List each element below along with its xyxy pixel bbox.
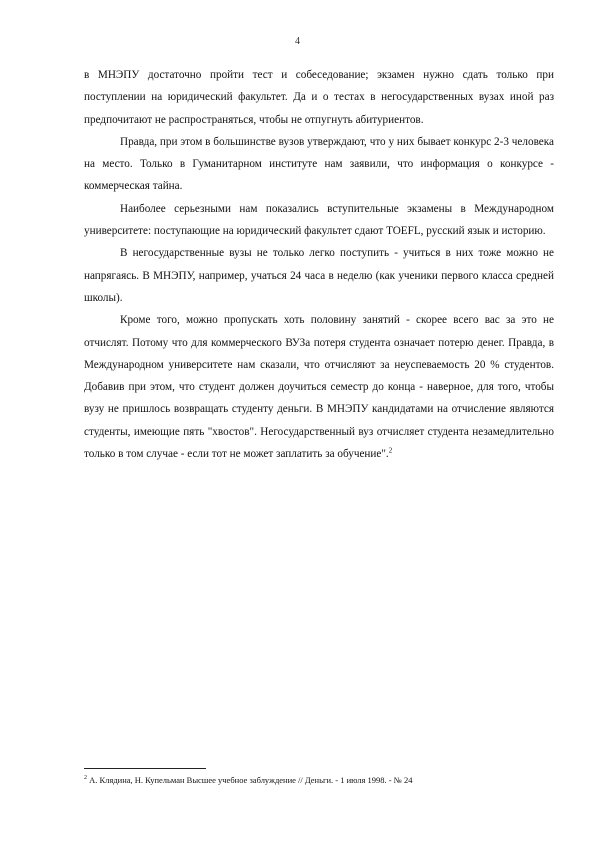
footnote	[84, 775, 554, 786]
footnote-reference[interactable]: 2	[388, 446, 393, 455]
paragraph-5-text: Кроме того, можно пропускать хоть половину занятий - скорее всего вас за это не отчислят. Потому что для коммерческого ВУЗа потеря студента означает потерю денег. Правда, в Международном университете нам сказали, что отчисляют за неуспеваемость 20 % студентов. Добавив при этом, что студент должен доучиться семестр до конца - наверное, для того, чтобы вузу не пришлось возвращать студенту деньги. В МНЭПУ кандидатами на отчисление являются студенты, имеющие пять "хвостов". Негосударственный вуз отчисляет студента незамедлительно только в том случае - если тот не может заплатить за обучение".	[84, 314, 554, 461]
paragraph-3	[84, 198, 554, 243]
paragraph-1	[84, 64, 554, 131]
body-text	[84, 64, 554, 465]
footnote-text: А. Клядина, Н. Купельман Высшее учебное заблуждение // Деньги. - 1 июля 1998. - № 24	[89, 775, 413, 785]
paragraph-3-text: Наиболее серьезными нам показались вступительные экзамены в Международном университете: поступающие на юридический факультет сдают TOEFL, русский язык и историю.	[84, 202, 554, 238]
paragraph-1-text: в МНЭПУ достаточно пройти тест и собеседование; экзамен нужно сдать только при поступлении на юридический факультет. Да и о тестах в негосударственных вузах иной раз предпочитают не распространяться, чтобы не отпугнуть абитуриентов.	[84, 69, 554, 126]
page-number: 4	[295, 36, 300, 47]
footnote-separator	[84, 768, 206, 769]
paragraph-5	[84, 309, 554, 465]
paragraph-4-text: В негосударственные вузы не только легко поступить - учиться в них тоже можно не напрягаясь. В МНЭПУ, например, учаться 24 часа в неделю (как ученики первого класса средней школы).	[84, 247, 554, 304]
paragraph-2-text: Правда, при этом в большинстве вузов утверждают, что у них бывает конкурс 2-3 человека на место. Только в Гуманитарном институте нам заявили, что информация о конкурсе - коммерческая тайна.	[84, 135, 554, 193]
paragraph-2	[84, 131, 554, 198]
footnote-mark: 2	[84, 775, 87, 782]
paragraph-4	[84, 242, 554, 309]
